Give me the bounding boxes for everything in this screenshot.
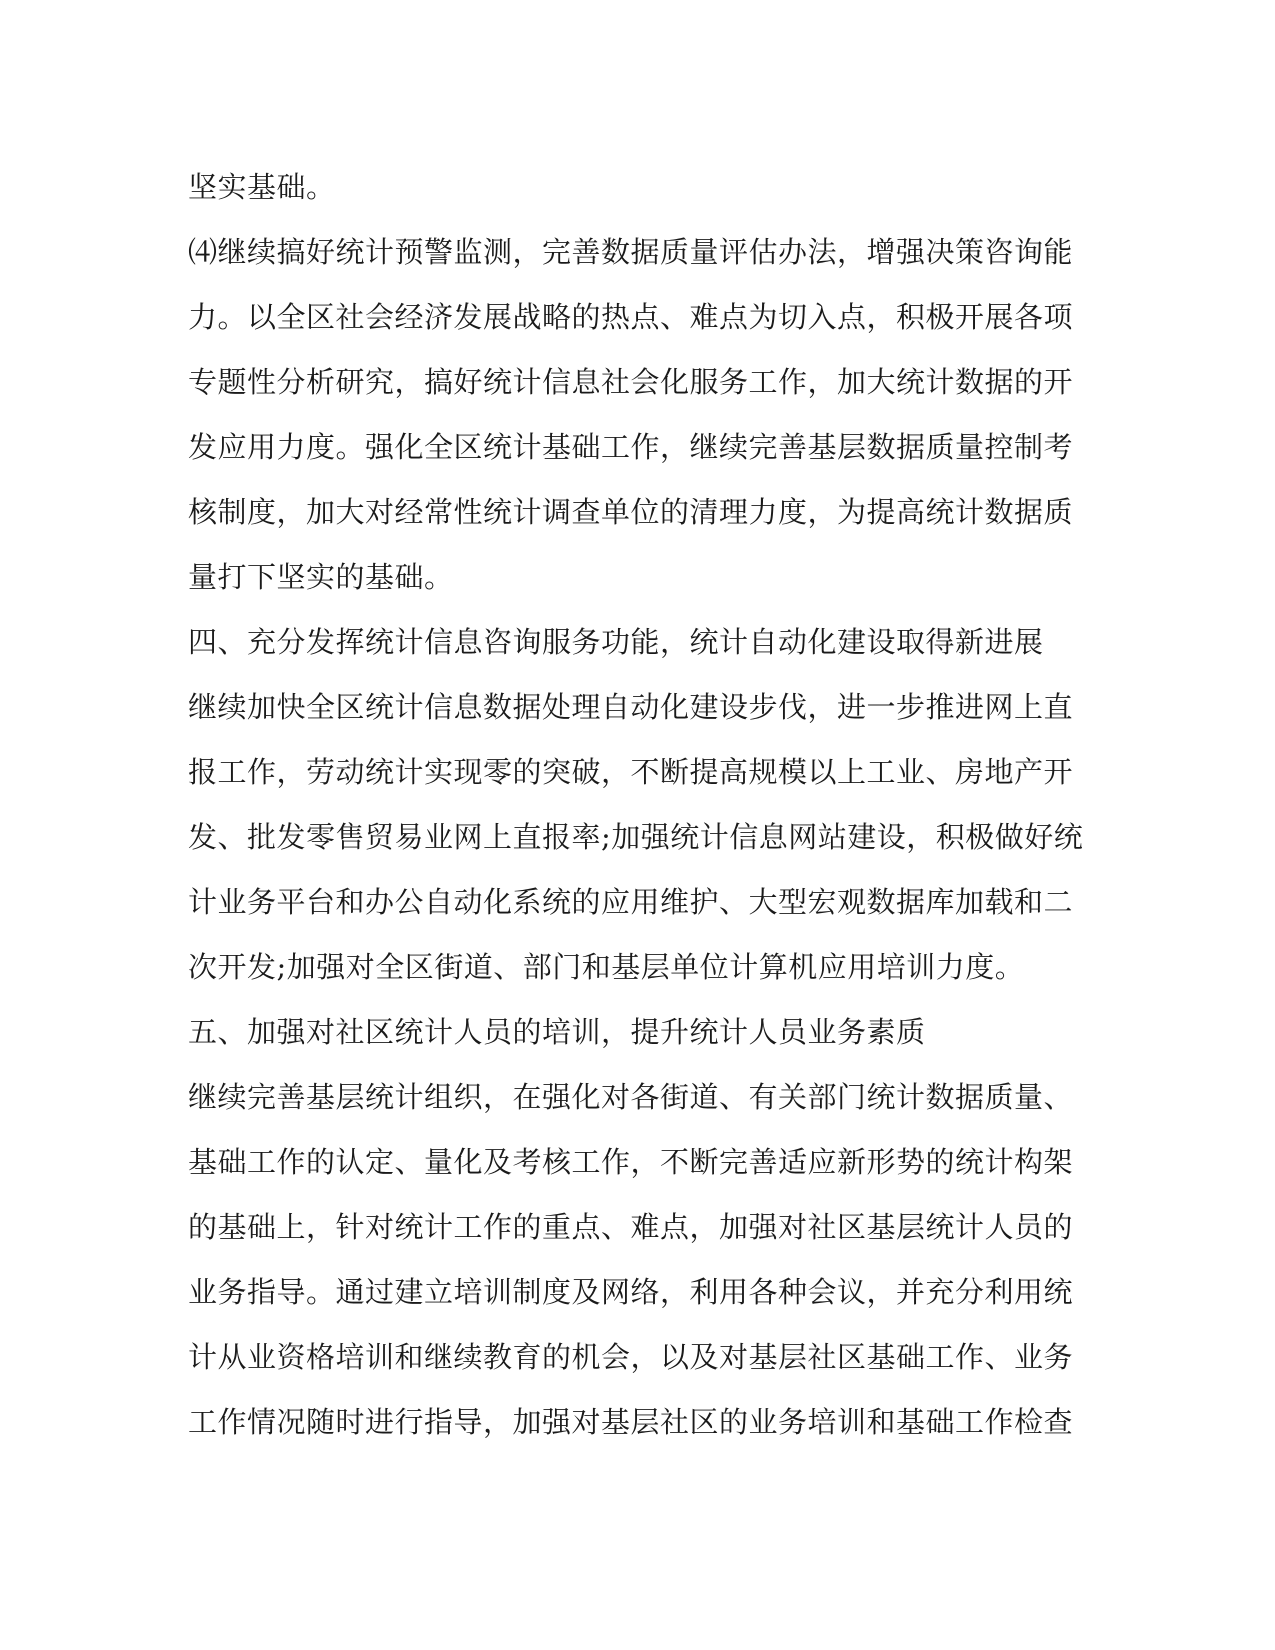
text-line: 坚实基础。	[188, 170, 336, 204]
text-line: 的基础上，针对统计工作的重点、难点，加强对社区基层统计人员的	[188, 1210, 1074, 1244]
text-line: 核制度，加大对经常性统计调查单位的清理力度，为提高统计数据质	[188, 495, 1074, 529]
text-line: 计从业资格培训和继续教育的机会，以及对基层社区基础工作、业务	[188, 1340, 1074, 1374]
text-line: 次开发;加强对全区街道、部门和基层单位计算机应用培训力度。	[188, 950, 1025, 984]
text-line: 工作情况随时进行指导，加强对基层社区的业务培训和基础工作检查	[188, 1405, 1074, 1439]
text-line: ⑷继续搞好统计预警监测，完善数据质量评估办法，增强决策咨询能	[188, 235, 1074, 269]
text-line: 发、批发零售贸易业网上直报率;加强统计信息网站建设，积极做好统	[188, 820, 1084, 854]
text-line: 继续完善基层统计组织，在强化对各街道、有关部门统计数据质量、	[188, 1080, 1074, 1114]
text-line: 计业务平台和办公自动化系统的应用维护、大型宏观数据库加载和二	[188, 885, 1074, 919]
text-line: 报工作，劳动统计实现零的突破，不断提高规模以上工业、房地产开	[188, 755, 1074, 789]
body-text	[188, 155, 1088, 1455]
text-line: 量打下坚实的基础。	[188, 560, 454, 594]
section-heading: 四、充分发挥统计信息咨询服务功能，统计自动化建设取得新进展	[188, 625, 1044, 659]
text-line: 业务指导。通过建立培训制度及网络，利用各种会议，并充分利用统	[188, 1275, 1074, 1309]
section-heading: 五、加强对社区统计人员的培训，提升统计人员业务素质	[188, 1015, 926, 1049]
text-line: 力。以全区社会经济发展战略的热点、难点为切入点，积极开展各项	[188, 300, 1074, 334]
text-line: 专题性分析研究，搞好统计信息社会化服务工作，加大统计数据的开	[188, 365, 1074, 399]
text-line: 基础工作的认定、量化及考核工作，不断完善适应新形势的统计构架	[188, 1145, 1074, 1179]
text-line: 发应用力度。强化全区统计基础工作，继续完善基层数据质量控制考	[188, 430, 1074, 464]
text-line: 继续加快全区统计信息数据处理自动化建设步伐，进一步推进网上直	[188, 690, 1074, 724]
